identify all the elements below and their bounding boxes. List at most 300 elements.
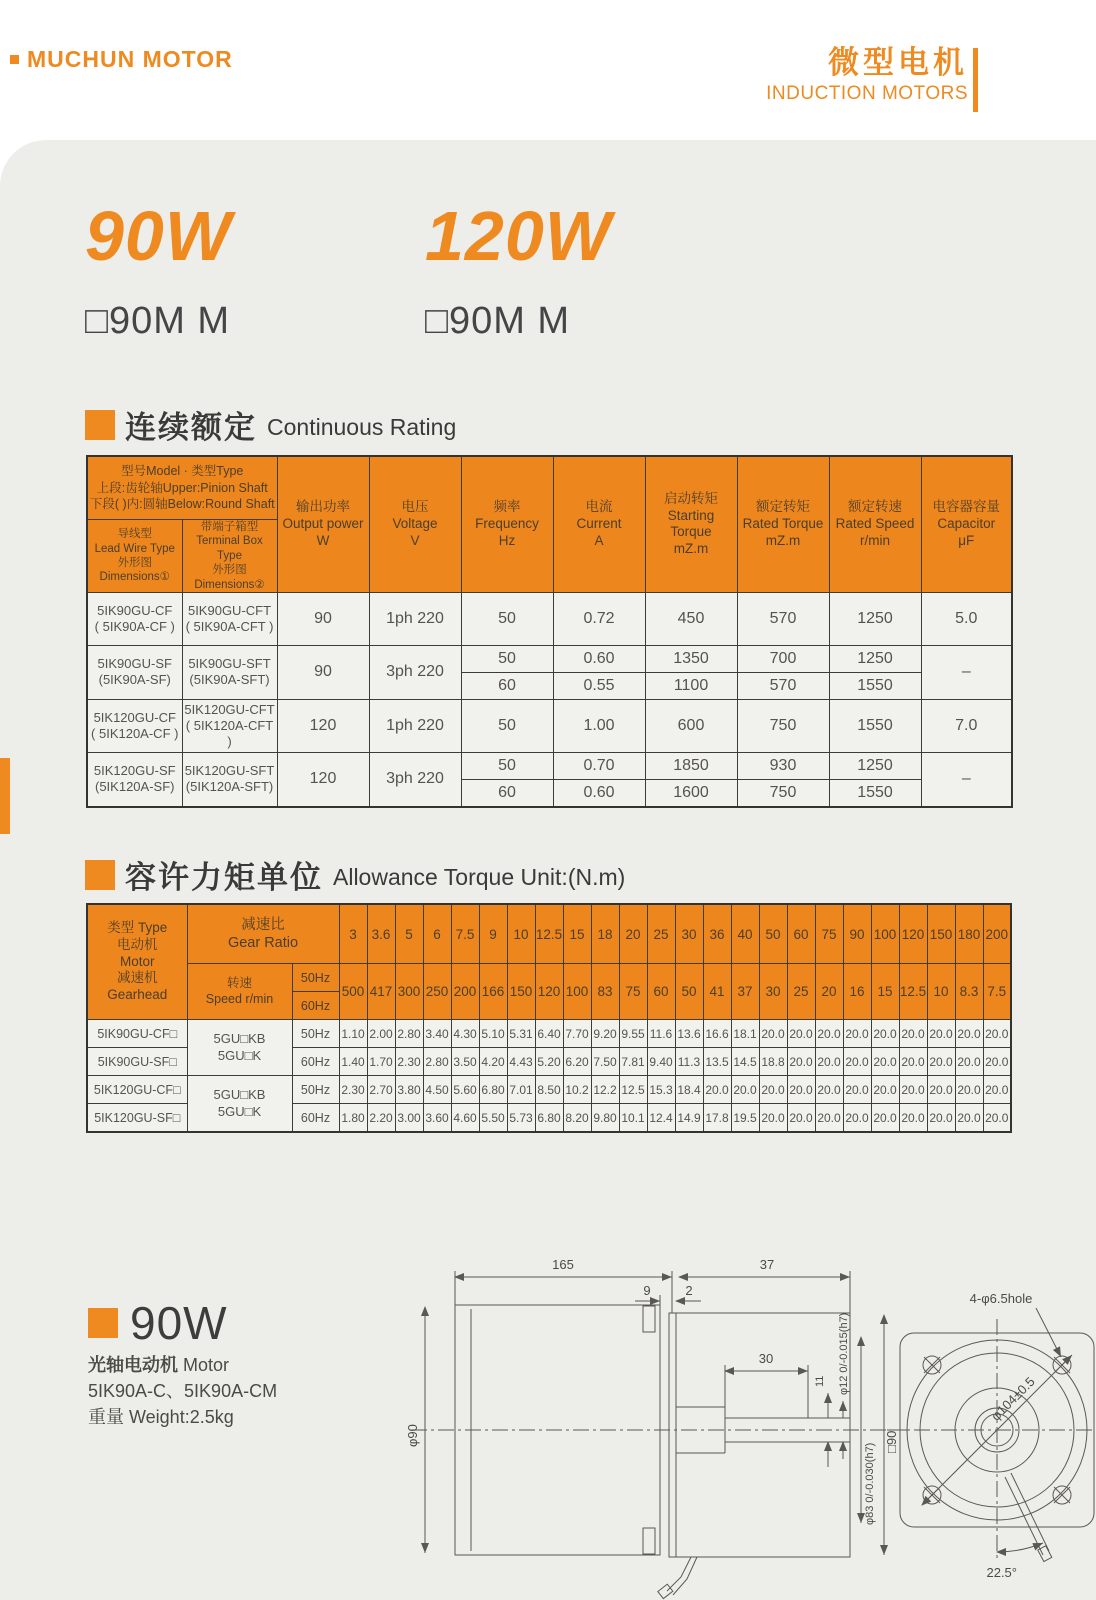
col-header-current: [553, 456, 645, 592]
speed-value: 120: [535, 964, 563, 1020]
torque-value: 20.0: [815, 1048, 843, 1076]
section-square-icon: [85, 410, 115, 440]
brand: [10, 46, 233, 73]
lead-wire-front: [1011, 1473, 1049, 1551]
header-line: 外形图Dimensions②: [194, 564, 265, 591]
torque-value: 20.0: [815, 1076, 843, 1104]
current-value: 0.55: [553, 672, 645, 699]
row-hz-label: 50Hz: [292, 1076, 339, 1104]
square-frame-label: □90: [884, 1430, 899, 1453]
torque-value: 20.0: [787, 1020, 815, 1048]
section1-title-en: Continuous Rating: [267, 414, 457, 440]
speed-value: 150: [507, 964, 535, 1020]
gear-ratio-value: 18: [591, 904, 619, 964]
starting-torque-value: 1350: [645, 645, 737, 672]
torque-value: 5.20: [535, 1048, 563, 1076]
speed-value: 75: [619, 964, 647, 1020]
torque-value: 2.30: [395, 1048, 423, 1076]
header-title-cn: 微型电机: [828, 45, 968, 80]
torque-value: 20.0: [815, 1020, 843, 1048]
model-terminal-box: [182, 592, 277, 645]
dia-spigot-label: φ83 0/-0.030(h7): [864, 1442, 876, 1525]
section-continuous-rating: [85, 402, 456, 447]
frame-size-right: □90M M: [425, 300, 571, 342]
header-line: Current: [576, 516, 622, 531]
gear-ratio-value: 100: [871, 904, 899, 964]
model-code: 5IK90GU-SF: [97, 656, 172, 672]
torque-value: 20.0: [759, 1104, 787, 1133]
torque-value: 5.60: [451, 1076, 479, 1104]
torque-value: 8.50: [535, 1076, 563, 1104]
torque-value: 6.40: [535, 1020, 563, 1048]
hz-label-60: 60Hz: [292, 992, 339, 1020]
motor-type-cn: 光轴电动机: [88, 1355, 178, 1375]
torque-value: 20.0: [843, 1020, 871, 1048]
voltage-value: 1ph 220: [369, 592, 461, 645]
torque-value: 2.20: [367, 1104, 395, 1133]
torque-value: 20.0: [843, 1104, 871, 1133]
torque-value: 12.4: [647, 1104, 675, 1133]
speed-value: 250: [423, 964, 451, 1020]
lead-connector: [658, 1584, 673, 1598]
col-header-capacitor: [921, 456, 1012, 592]
header-line: 电流: [585, 499, 613, 515]
header-line: 启动转矩: [664, 490, 719, 506]
dim-2-label: 2: [685, 1283, 693, 1298]
power-rating-90w: 90W: [85, 197, 232, 275]
torque-value: 13.5: [703, 1048, 731, 1076]
model-code: 5IK90GU-CFT: [187, 602, 272, 618]
speed-value: 15: [871, 964, 899, 1020]
model-code: ( 5IK90A-CF ): [94, 618, 175, 634]
frame-size-left: □90M M: [85, 300, 231, 342]
speed-value: 83: [591, 964, 619, 1020]
speed-value: 7.5: [983, 964, 1011, 1020]
header-line: Speed r/min: [205, 991, 274, 1006]
frequency-value: 50: [461, 699, 553, 752]
gearhead-code: 5GU□K: [217, 1103, 262, 1119]
header-accent-bar: [973, 48, 978, 112]
model-code: 5IK120GU-CF: [93, 709, 176, 725]
header-line: 额定转速: [848, 499, 903, 515]
rated-torque-value: 930: [737, 752, 829, 779]
col-header-frequency: [461, 456, 553, 592]
torque-value: 3.50: [451, 1048, 479, 1076]
current-value: 0.72: [553, 592, 645, 645]
hz-label-50: 50Hz: [292, 964, 339, 992]
gearhead-section: [676, 1313, 850, 1557]
brand-name: MUCHUN MOTOR: [27, 46, 233, 72]
lead-wire-front: [1005, 1477, 1043, 1555]
gear-ratio-value: 40: [731, 904, 759, 964]
dim-165-label: 165: [552, 1257, 574, 1272]
section-allowance-torque: [85, 852, 625, 897]
output-power-value: 120: [277, 699, 369, 752]
torque-value: 20.0: [983, 1076, 1011, 1104]
torque-value: 2.00: [367, 1020, 395, 1048]
rated-speed-value: 1550: [829, 699, 921, 752]
torque-value: 20.0: [787, 1076, 815, 1104]
angle-arc: [997, 1543, 1043, 1552]
torque-value: 7.70: [563, 1020, 591, 1048]
model-code: 5IK120GU-SFT: [184, 763, 275, 779]
model-code: 5IK90GU-CF: [97, 602, 173, 618]
torque-value: 17.8: [703, 1104, 731, 1133]
bolt-circle-label: φ104±0.5: [987, 1373, 1038, 1424]
header-line: Motor: [119, 953, 155, 969]
continuous-rating-table: [86, 455, 1013, 808]
torque-value: 10.2: [563, 1076, 591, 1104]
gear-ratio-value: 3: [339, 904, 367, 964]
speed-value: 200: [451, 964, 479, 1020]
brand-bullet-icon: [10, 55, 19, 64]
speed-value: 30: [759, 964, 787, 1020]
gear-ratio-value: 9: [479, 904, 507, 964]
frequency-value: 60: [461, 672, 553, 699]
gear-ratio-value: 30: [675, 904, 703, 964]
header-line: Capacitor: [937, 516, 996, 531]
dim-30-label: 30: [758, 1351, 774, 1366]
torque-value: 1.10: [339, 1020, 367, 1048]
voltage-value: 3ph 220: [369, 752, 461, 807]
torque-value: 11.3: [675, 1048, 703, 1076]
frequency-value: 50: [461, 645, 553, 672]
gearmotor-model: 5IK120GU-CF□: [87, 1076, 187, 1104]
section-square-icon: [85, 860, 115, 890]
header-line: Rated Speed: [835, 516, 915, 531]
gear-ratio-row: [87, 904, 1011, 964]
torque-value: 14.5: [731, 1048, 759, 1076]
gear-ratio-value: 7.5: [451, 904, 479, 964]
speed-value: 37: [731, 964, 759, 1020]
torque-value: 4.20: [479, 1048, 507, 1076]
torque-value: 20.0: [899, 1020, 927, 1048]
output-power-value: 120: [277, 752, 369, 807]
torque-value: 20.0: [899, 1076, 927, 1104]
col-header-type: [87, 904, 187, 1020]
flange-plate: [669, 1313, 676, 1557]
model-code: (5IK90A-SFT): [189, 672, 270, 688]
torque-value: 7.01: [507, 1076, 535, 1104]
torque-value: 3.80: [395, 1076, 423, 1104]
header-line: Starting Torque: [667, 507, 715, 540]
model-code: ( 5IK120A-CFT ): [185, 717, 274, 749]
table-row: [87, 752, 1012, 779]
terminal-tab-top: [643, 1306, 655, 1332]
model-lead-wire: [87, 592, 182, 645]
torque-value: 1.70: [367, 1048, 395, 1076]
header-line: Lead Wire Type: [94, 542, 175, 555]
model-lead-wire: [87, 699, 182, 752]
row-hz-label: 60Hz: [292, 1104, 339, 1133]
gear-ratio-value: 25: [647, 904, 675, 964]
gear-ratio-value: 36: [703, 904, 731, 964]
gearmotor-model: 5IK90GU-CF□: [87, 1020, 187, 1048]
output-power-value: 90: [277, 592, 369, 645]
col-header-gear-ratio: [187, 904, 339, 964]
torque-value: 4.60: [451, 1104, 479, 1133]
torque-value: 20.0: [955, 1020, 983, 1048]
header-line: A: [594, 532, 604, 548]
motor-weight-line: 重量 Weight:2.5kg: [88, 1407, 234, 1428]
torque-value: 20.0: [871, 1076, 899, 1104]
torque-value: 18.1: [731, 1020, 759, 1048]
rated-speed-value: 1550: [829, 779, 921, 807]
gear-ratio-value: 120: [899, 904, 927, 964]
model-code: 5IK120GU-CFT: [184, 701, 275, 717]
section2-title-en: Allowance Torque Unit:(N.m): [333, 864, 626, 890]
header-line: 类型 Type: [107, 919, 168, 935]
header-line: Gear Ratio: [227, 935, 299, 951]
row-hz-label: 60Hz: [292, 1048, 339, 1076]
torque-value: 7.81: [619, 1048, 647, 1076]
header-line: Rated Torque: [742, 516, 824, 531]
speed-value: 300: [395, 964, 423, 1020]
voltage-value: 3ph 220: [369, 645, 461, 699]
gear-ratio-value: 15: [563, 904, 591, 964]
speed-value: 41: [703, 964, 731, 1020]
header-line: Hz: [498, 532, 516, 548]
section2-title-cn: 容许力矩单位: [125, 860, 323, 895]
speed-value: 20: [815, 964, 843, 1020]
output-power-value: 90: [277, 645, 369, 699]
rated-speed-value: 1250: [829, 592, 921, 645]
rated-torque-value: 750: [737, 779, 829, 807]
torque-value: 7.50: [591, 1048, 619, 1076]
torque-value: 2.70: [367, 1076, 395, 1104]
header-line: Terminal Box Type: [196, 535, 263, 562]
mount-hole: [1053, 1486, 1071, 1504]
gearhead-code: 5GU□K: [217, 1047, 262, 1063]
col-header-speed: [187, 964, 292, 1020]
header-line: 减速机: [117, 970, 158, 986]
footer-motor-info: [88, 1352, 277, 1430]
gearhead-code: 5GU□KB: [213, 1087, 266, 1103]
model-lead-wire: [87, 752, 182, 807]
col-header-model: [87, 456, 277, 520]
rated-torque-value: 700: [737, 645, 829, 672]
col-header-terminal-box: [182, 520, 277, 593]
header-line: 上段:齿轮轴Upper:Pinion Shaft: [96, 480, 268, 495]
lead-wire: [667, 1557, 691, 1591]
torque-value: 20.0: [927, 1076, 955, 1104]
torque-value: 20.0: [927, 1048, 955, 1076]
torque-value: 5.10: [479, 1020, 507, 1048]
speed-value: 12.5: [899, 964, 927, 1020]
starting-torque-value: 1850: [645, 752, 737, 779]
angle-label: 22.5°: [986, 1565, 1017, 1580]
section1-title-cn: 连续额定: [125, 410, 257, 445]
col-header-voltage: [369, 456, 461, 592]
torque-value: 4.30: [451, 1020, 479, 1048]
torque-value: 9.80: [591, 1104, 619, 1133]
torque-value: 19.5: [731, 1104, 759, 1133]
torque-value: 1.40: [339, 1048, 367, 1076]
torque-value: 5.31: [507, 1020, 535, 1048]
allowance-torque-table: [86, 903, 1012, 1133]
torque-value: 20.0: [871, 1048, 899, 1076]
gearmotor-model: 5IK120GU-SF□: [87, 1104, 187, 1133]
torque-value: 1.80: [339, 1104, 367, 1133]
gearmotor-model: 5IK90GU-SF□: [87, 1048, 187, 1076]
dia-body-label: φ90: [405, 1424, 420, 1447]
header-line: mZ.m: [765, 532, 801, 548]
motor-models-line: 5IK90A-C、5IK90A-CM: [88, 1381, 278, 1402]
gear-ratio-value: 200: [983, 904, 1011, 964]
gear-ratio-value: 75: [815, 904, 843, 964]
rated-torque-value: 750: [737, 699, 829, 752]
col-header-output-power: [277, 456, 369, 592]
header-line: Voltage: [392, 516, 438, 531]
torque-value: 3.60: [423, 1104, 451, 1133]
model-code: ( 5IK120A-CF ): [91, 725, 179, 741]
header-line: Gearhead: [107, 987, 168, 1003]
header-line: 导线型: [117, 528, 152, 541]
torque-value: 6.80: [479, 1076, 507, 1104]
model-terminal-box: [182, 645, 277, 699]
torque-value: 9.20: [591, 1020, 619, 1048]
torque-value: 10.1: [619, 1104, 647, 1133]
capacitor-value: 5.0: [921, 592, 1012, 645]
speed-value: 166: [479, 964, 507, 1020]
frequency-value: 50: [461, 592, 553, 645]
col-header-lead-wire: [87, 520, 182, 593]
torque-value: 12.2: [591, 1076, 619, 1104]
gearhead-model: [187, 1020, 292, 1076]
speed-value: 10: [927, 964, 955, 1020]
rated-torque-value: 570: [737, 672, 829, 699]
torque-value: 18.4: [675, 1076, 703, 1104]
torque-value: 12.5: [619, 1076, 647, 1104]
gear-ratio-value: 5: [395, 904, 423, 964]
torque-value: 20.0: [927, 1020, 955, 1048]
torque-value: 20.0: [759, 1076, 787, 1104]
torque-value: 3.00: [395, 1104, 423, 1133]
col-header-starting-torque: [645, 456, 737, 592]
header-right: [766, 44, 968, 106]
header-title-en: INDUCTION MOTORS: [766, 82, 968, 104]
rated-speed-value: 1550: [829, 672, 921, 699]
header-line: 电压: [401, 499, 429, 515]
torque-value: 20.0: [787, 1048, 815, 1076]
gear-ratio-value: 10: [507, 904, 535, 964]
capacitor-value: 7.0: [921, 699, 1012, 752]
frequency-value: 60: [461, 779, 553, 807]
gearhead-code: 5GU□KB: [213, 1031, 266, 1047]
table-row: [87, 699, 1012, 752]
torque-value: 20.0: [983, 1020, 1011, 1048]
gear-ratio-value: 90: [843, 904, 871, 964]
torque-value: 20.0: [703, 1076, 731, 1104]
power-rating-120w: 120W: [425, 197, 612, 275]
header-line: 电动机: [117, 936, 158, 952]
frequency-value: 50: [461, 752, 553, 779]
header-line: 频率: [493, 499, 521, 515]
starting-torque-value: 600: [645, 699, 737, 752]
capacitor-value: –: [921, 752, 1012, 807]
torque-value: 14.9: [675, 1104, 703, 1133]
section-square-icon: [88, 1308, 118, 1338]
current-value: 0.70: [553, 752, 645, 779]
torque-value: 4.43: [507, 1048, 535, 1076]
torque-value: 5.50: [479, 1104, 507, 1133]
torque-value: 20.0: [899, 1048, 927, 1076]
torque-value: 20.0: [955, 1104, 983, 1133]
header-line: 减速比: [241, 916, 285, 933]
torque-value: 20.0: [983, 1048, 1011, 1076]
model-code: (5IK120A-SF): [95, 779, 175, 795]
torque-value: 20.0: [759, 1020, 787, 1048]
torque-value: 20.0: [955, 1076, 983, 1104]
speed-value: 8.3: [955, 964, 983, 1020]
torque-value: 20.0: [843, 1076, 871, 1104]
header-line: Output power: [282, 516, 364, 531]
speed-value: 417: [367, 964, 395, 1020]
torque-value: 20.0: [815, 1104, 843, 1133]
holes-callout-label: 4-φ6.5hole: [969, 1291, 1033, 1306]
header-line: 型号Model · 类型Type: [121, 463, 244, 478]
capacitor-value: –: [921, 645, 1012, 699]
current-value: 0.60: [553, 645, 645, 672]
dim-37-label: 37: [759, 1257, 775, 1272]
gear-ratio-value: 12.5: [535, 904, 563, 964]
speed-value: 60: [647, 964, 675, 1020]
model-code: (5IK120A-SFT): [185, 779, 274, 795]
torque-value: 9.40: [647, 1048, 675, 1076]
header-line: Frequency: [475, 516, 539, 531]
header-line: 带端子箱型: [200, 521, 259, 533]
header-line: 额定转矩: [756, 499, 811, 515]
header-line: 电容器容量: [932, 499, 1001, 515]
torque-value: 20.0: [927, 1104, 955, 1133]
speed-value: 16: [843, 964, 871, 1020]
col-header-rated-torque: [737, 456, 829, 592]
torque-value: 20.0: [787, 1104, 815, 1133]
torque-value: 20.0: [871, 1020, 899, 1048]
dim-9-label: 9: [643, 1283, 651, 1298]
header-line: 外形图Dimensions①: [99, 556, 170, 584]
row-hz-label: 50Hz: [292, 1020, 339, 1048]
torque-value: 16.6: [703, 1020, 731, 1048]
torque-value: 20.0: [731, 1076, 759, 1104]
lead-wire: [673, 1557, 697, 1595]
model-code: 5IK120GU-SF: [93, 763, 176, 779]
rated-speed-value: 1250: [829, 752, 921, 779]
header-line: μF: [958, 532, 975, 548]
header-line: W: [316, 532, 330, 548]
torque-value: 4.50: [423, 1076, 451, 1104]
header-line: 转速: [226, 975, 252, 990]
model-code: (5IK90A-SF): [98, 672, 171, 688]
starting-torque-value: 1600: [645, 779, 737, 807]
terminal-tab-bottom: [643, 1528, 655, 1554]
gear-ratio-value: 60: [787, 904, 815, 964]
torque-value: 18.8: [759, 1048, 787, 1076]
header-line: 下段( )内:圆轴Below:Round Shaft: [89, 497, 275, 512]
header-line: 输出功率: [296, 499, 351, 515]
table-row: [87, 592, 1012, 645]
header-line: r/min: [860, 532, 891, 548]
col-header-rated-speed: [829, 456, 921, 592]
mount-hole: [923, 1356, 941, 1374]
speed-value: 25: [787, 964, 815, 1020]
header-line: mZ.m: [673, 541, 709, 557]
model-terminal-box: [182, 699, 277, 752]
torque-value: 20.0: [843, 1048, 871, 1076]
torque-value: 13.6: [675, 1020, 703, 1048]
gear-ratio-value: 50: [759, 904, 787, 964]
torque-value: 20.0: [871, 1104, 899, 1133]
